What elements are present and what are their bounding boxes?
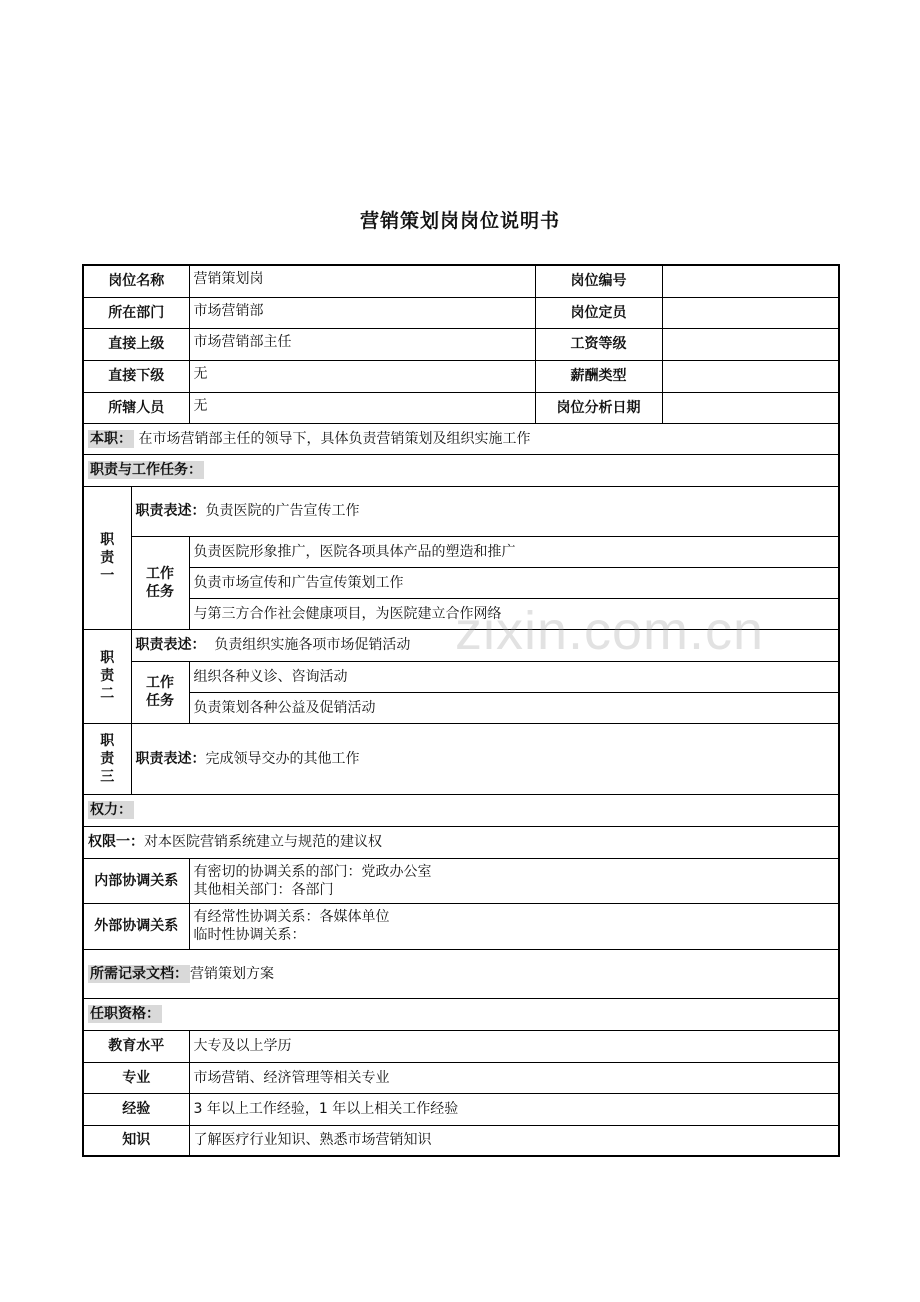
resp2-statement: 职责表述： 负责组织实施各项市场促销活动 xyxy=(131,629,839,661)
records-label: 所需记录文档： xyxy=(90,965,188,982)
resp1-task-label: 工作 任务 xyxy=(131,536,189,629)
education-label: 教育水平 xyxy=(83,1030,189,1062)
authority-limit-label: 权限一： xyxy=(88,834,144,850)
position-name-value: 营销策划岗 xyxy=(189,265,535,297)
row-staff xyxy=(83,392,839,423)
row-experience xyxy=(83,1093,839,1125)
staff-value: 无 xyxy=(189,392,535,423)
subordinate-value: 无 xyxy=(189,360,535,392)
job-description-table xyxy=(82,264,840,1157)
resp1-task-row-3 xyxy=(83,598,839,629)
row-authority-header xyxy=(83,794,839,826)
pay-type-value xyxy=(662,360,839,392)
department-label: 所在部门 xyxy=(83,297,189,328)
knowledge-label: 知识 xyxy=(83,1125,189,1156)
resp2-task-row-1 xyxy=(83,661,839,692)
authority-header-cell xyxy=(83,794,839,826)
resp1-task-1: 负责医院形象推广，医院各项具体产品的塑造和推广 xyxy=(189,536,839,567)
external-coordination-label: 外部协调关系 xyxy=(83,903,189,949)
resp2-task-row-2 xyxy=(83,692,839,723)
resp1-label: 职 责 一 xyxy=(83,486,131,629)
analysis-date-value xyxy=(662,392,839,423)
records-cell xyxy=(83,949,839,998)
resp1-task-row-1 xyxy=(83,536,839,567)
resp2-task-2: 负责策划各种公益及促销活动 xyxy=(189,692,839,723)
position-code-label: 岗位编号 xyxy=(535,265,662,297)
row-subordinate xyxy=(83,360,839,392)
salary-grade-value xyxy=(662,328,839,360)
records-text: 营销策划方案 xyxy=(190,965,274,982)
resp2-task-1: 组织各种义诊、咨询活动 xyxy=(189,661,839,692)
internal-coordination-label: 内部协调关系 xyxy=(83,858,189,903)
responsibilities-section-label: 职责与工作任务： xyxy=(90,462,202,478)
education-value: 大专及以上学历 xyxy=(189,1030,839,1062)
resp1-statement-row xyxy=(83,486,839,536)
superior-label: 直接上级 xyxy=(83,328,189,360)
headcount-label: 岗位定员 xyxy=(535,297,662,328)
staff-label: 所辖人员 xyxy=(83,392,189,423)
headcount-value xyxy=(662,297,839,328)
row-qualifications-header xyxy=(83,998,839,1030)
row-superior xyxy=(83,328,839,360)
resp1-task-2: 负责市场宣传和广告宣传策划工作 xyxy=(189,567,839,598)
resp1-statement: 职责表述：负责医院的广告宣传工作 xyxy=(131,486,839,536)
authority-section-label: 权力： xyxy=(90,802,132,818)
resp2-task-label: 工作 任务 xyxy=(131,661,189,723)
duty-label: 本职： xyxy=(90,430,132,447)
major-value: 市场营销、经济管理等相关专业 xyxy=(189,1062,839,1093)
row-external-coordination xyxy=(83,903,839,949)
analysis-date-label: 岗位分析日期 xyxy=(535,392,662,423)
superior-value: 市场营销部主任 xyxy=(189,328,535,360)
resp1-task-3: 与第三方合作社会健康项目，为医院建立合作网络 xyxy=(189,598,839,629)
duty-text: 在市场营销部主任的领导下，具体负责营销策划及组织实施工作 xyxy=(138,430,531,447)
qualifications-header-cell xyxy=(83,998,839,1030)
resp3-statement-row xyxy=(83,723,839,794)
qualifications-section-label: 任职资格： xyxy=(90,1006,160,1022)
resp3-statement: 职责表述：完成领导交办的其他工作 xyxy=(131,723,839,794)
watermark: zixin.com.cn xyxy=(455,601,765,661)
row-records xyxy=(83,949,839,998)
position-name-label: 岗位名称 xyxy=(83,265,189,297)
row-department xyxy=(83,297,839,328)
knowledge-value: 了解医疗行业知识、熟悉市场营销知识 xyxy=(189,1125,839,1156)
row-position-name xyxy=(83,265,839,297)
authority-limit-cell xyxy=(83,826,839,858)
experience-label: 经验 xyxy=(83,1093,189,1125)
page-title: 营销策划岗岗位说明书 xyxy=(359,210,560,232)
row-responsibilities-header xyxy=(83,454,839,486)
department-value: 市场营销部 xyxy=(189,297,535,328)
resp1-task-row-2 xyxy=(83,567,839,598)
experience-value: 3 年以上工作经验，1 年以上相关工作经验 xyxy=(189,1093,839,1125)
pay-type-label: 薪酬类型 xyxy=(535,360,662,392)
position-code-value xyxy=(662,265,839,297)
resp3-label: 职 责 三 xyxy=(83,723,131,794)
internal-coordination-value: 有密切的协调关系的部门：党政办公室 其他相关部门：各部门 xyxy=(189,858,839,903)
row-education xyxy=(83,1030,839,1062)
authority-limit-text: 对本医院营销系统建立与规范的建议权 xyxy=(144,834,382,850)
row-internal-coordination xyxy=(83,858,839,903)
resp2-statement-row xyxy=(83,629,839,661)
row-duty xyxy=(83,423,839,454)
responsibilities-header-cell xyxy=(83,454,839,486)
salary-grade-label: 工资等级 xyxy=(535,328,662,360)
resp2-label: 职 责 二 xyxy=(83,629,131,723)
row-major xyxy=(83,1062,839,1093)
row-knowledge xyxy=(83,1125,839,1156)
major-label: 专业 xyxy=(83,1062,189,1093)
row-authority-limit xyxy=(83,826,839,858)
subordinate-label: 直接下级 xyxy=(83,360,189,392)
duty-cell xyxy=(83,423,839,454)
external-coordination-value: 有经常性协调关系：各媒体单位 临时性协调关系： xyxy=(189,903,839,949)
